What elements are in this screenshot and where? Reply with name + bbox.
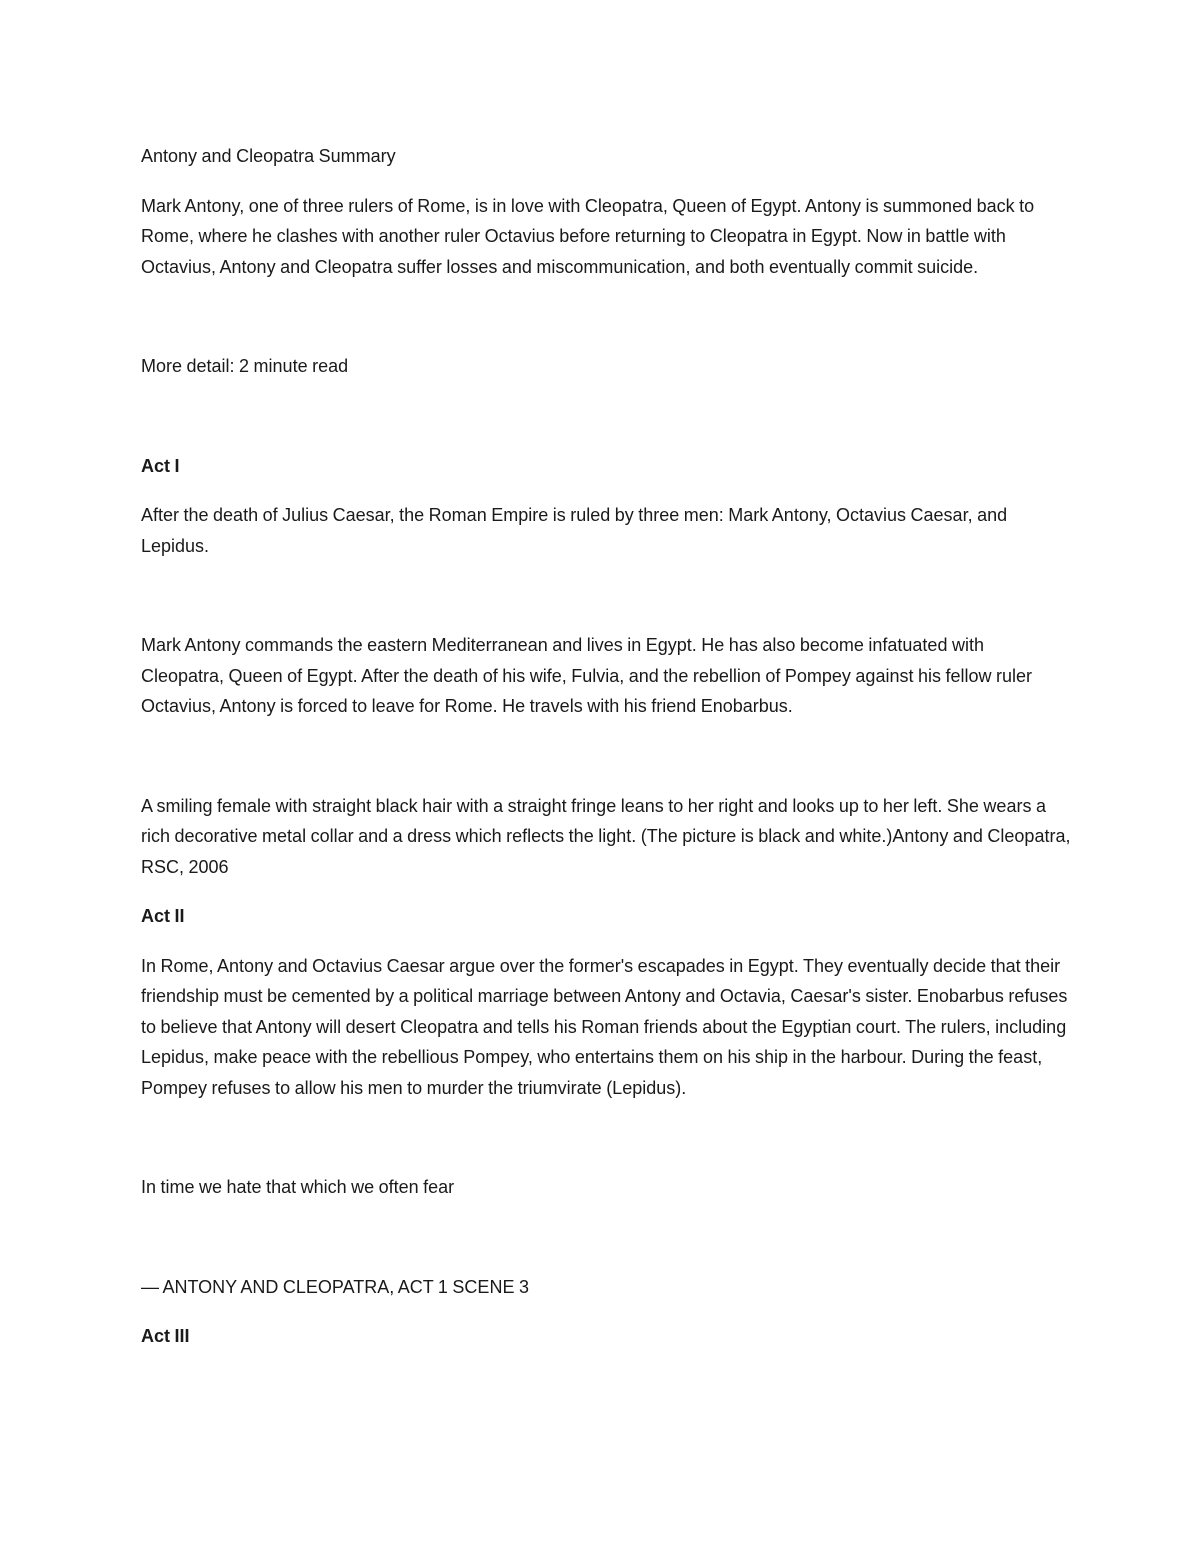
quote-text: In time we hate that which we often fear [141,1177,455,1197]
act-1-heading: Act I [141,455,180,476]
image-caption: A smiling female with straight black hair with a straight fringe leans to her right and looks up to her left. She wears a rich decorative metal collar and a dress which reflects the light. (The picture is black and white.)Antony and Cleopatra, RSC, 2006 [141,795,1071,877]
act-3-heading: Act III [141,1326,190,1346]
act-1-paragraph-1: After the death of Julius Caesar, the Roman Empire is ruled by three men: Mark Antony, Octavius Caesar, and Lepidus. [141,505,1008,556]
quote-source: — ANTONY AND CLEOPATRA, ACT 1 SCENE 3 [141,1276,529,1297]
act-1-paragraph-2: Mark Antony commands the eastern Mediterranean and lives in Egypt. He has also become infatuated with Cleopatra, Queen of Egypt. After the death of his wife, Fulvia, and the rebellion of Pompey against his fellow ruler Octavius, Antony is forced to leave for Rome. He travels with his friend Enobarbus. [141,635,1033,716]
more-detail-text: More detail: 2 minute read [141,356,349,376]
document-body [141,141,1071,1352]
act-2-paragraph-1: In Rome, Antony and Octavius Caesar argue over the former's escapades in Egypt. They eventually decide that their friendship must be cemented by a political marriage between Antony and Octavia, Caesar's sister. Enobarbus refuses to believe that Antony will desert Cleopatra and tells his Roman friends about the Egyptian court. The rulers, including Lepidus, make peace with the rebellious Pompey, who entertains them on his ship in the harbour. During the feast, Pompey refuses to allow his men to murder the triumvirate (Lepidus). [141,955,1068,1098]
summary-paragraph: Mark Antony, one of three rulers of Rome, is in love with Cleopatra, Queen of Egypt. Antony is summoned back to Rome, where he clashes with another ruler Octavius before returning to Cleopatra in Egypt. Now in battle with Octavius, Antony and Cleopatra suffer losses and miscommunication, and both eventually commit suicide. [141,195,1035,277]
act-2-heading: Act II [141,906,185,926]
document-title: Antony and Cleopatra Summary [141,146,396,166]
